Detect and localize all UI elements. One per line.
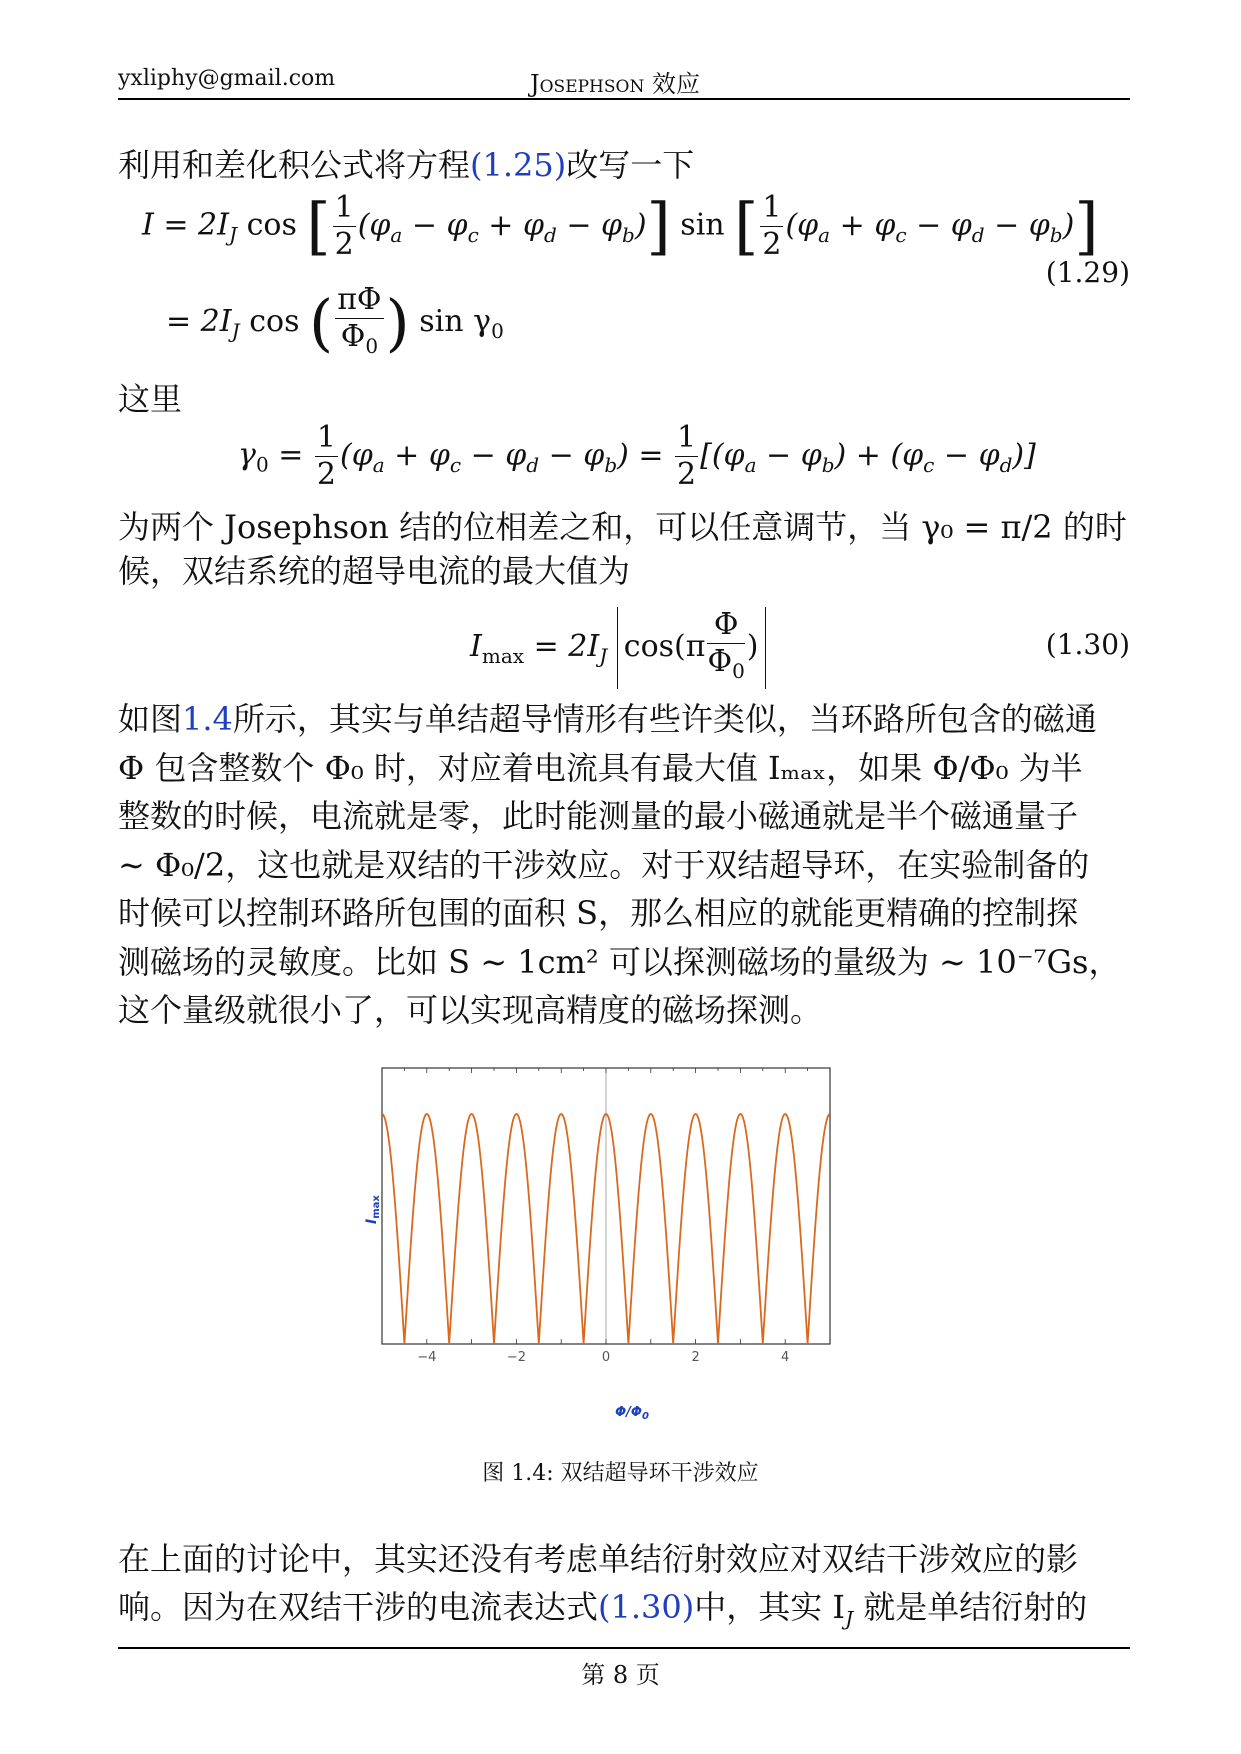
equation-1-29-line-2: = $2I_J$ cos ( $\frac{\pi\Phi}{\Phi_0}$ ) $\sin \gamma_0$ (166, 282, 504, 364)
figure-1-4 (330, 1060, 890, 1430)
figure-caption: 图 1.4: 双结超导环干涉效应 (482, 1461, 759, 1486)
para2-text: 这里 (118, 380, 183, 418)
eq129-cos: cos (246, 207, 297, 243)
x-tick-label: 0 (601, 1350, 611, 1365)
para4-line-5: 时候可以控制环路所包围的面积 S，那么相应的就能更精确的控制探 (118, 894, 1079, 932)
footer-rule (118, 1647, 1130, 1649)
eq-ref-1-30[interactable]: (1.30) (598, 1588, 695, 1626)
header-title (530, 64, 700, 99)
y-axis-label (364, 1195, 382, 1224)
x-tick-label: −4 (417, 1350, 437, 1365)
x-tick-label: −2 (506, 1350, 526, 1365)
paragraph-2 (118, 377, 1130, 421)
x-tick-label: 4 (781, 1350, 790, 1365)
eq129-sin: sin (680, 207, 725, 243)
eq129-lhs: I = 2I (142, 207, 229, 243)
para5-line-1: 在上面的讨论中，其实还没有考虑单结衍射效应对双结干涉效应的影 (118, 1540, 1079, 1578)
eq-number-1-30: (1.30) (1045, 628, 1130, 661)
eq130-abs: cos(π $\frac{\Phi}{\Phi_0}$ ) (617, 607, 766, 689)
para1-text: 利用和差化积公式将方程 (118, 146, 471, 184)
fig-ref-1-4[interactable]: 1.4 (182, 700, 233, 738)
page-header (118, 64, 1130, 100)
eq-ref-1-25[interactable]: (1.25) (470, 146, 567, 184)
eq129-half-1: $\frac{1}{2}$ (334, 190, 354, 262)
para4-line-3: 整数的时候，电流就是零，此时能测量的最小磁通就是半个磁通量子 (118, 797, 1079, 835)
eq-number-1-29: (1.29) (1045, 256, 1130, 289)
para3-line-2: 候，双结系统的超导电流的最大值为 (118, 552, 631, 590)
header-rule (118, 98, 1130, 100)
page-number: 第 8 页 (581, 1661, 660, 1689)
para4-line-2: Φ 包含整数个 Φ₀ 时，对应着电流具有最大值 Iₘₐₓ，如果 Φ/Φ₀ 为半 (118, 748, 1083, 787)
x-tick-label: 2 (691, 1350, 700, 1365)
para3-line-1: 为两个 Josephson 结的位相差之和，可以任意调节，当 γ₀ = π/2 的时 (118, 508, 1127, 546)
paragraph-1 (118, 143, 1130, 187)
x-axis-label (615, 1405, 649, 1422)
para1-tail: 改写一下 (566, 146, 695, 184)
paragraph-5 (118, 1535, 1130, 1642)
equation-1-30: $I_{max} = 2I_J$ cos(π $\frac{\Phi}{\Phi_0}$ ) (470, 607, 766, 689)
eq129-half-2: $\frac{1}{2}$ (762, 190, 782, 262)
equation-1-29-line-1: $I = 2I_J$ cos [ $\frac{1}{2}$ $(\varphi_a - \varphi_c + \varphi_d - \varphi_b)$] sin [ $\frac{1}{2}$ $(\varphi_a + \varphi_c - \varphi_d - \varphi_b)$] (142, 189, 1099, 263)
para4-line-7: 这个量级就很小了，可以实现高精度的磁场探测。 (118, 991, 823, 1029)
para4-line-6: 测磁场的灵敏度。比如 S ∼ 1cm² 可以探测磁场的量级为 ∼ 10⁻⁷Gs， (118, 942, 1121, 981)
header-email: yxliphy@gmail.com (118, 66, 336, 91)
equation-gamma0: $\gamma_0$ = $\frac{1}{2}$ $(\varphi_a + \varphi_c - \varphi_d - \varphi_b)$ = $\frac{1}{2}$ $[(\varphi_a - \varphi_b) + (\varphi_c - \varphi_d)]$ (238, 420, 1036, 492)
para4-line-4: ∼ Φ₀/2，这也就是双结的干涉效应。对于双结超导环，在实验制备的 (118, 845, 1090, 884)
paragraph-3 (118, 505, 1130, 593)
plot-area (382, 1068, 830, 1365)
header-title-latin: Josephson (530, 70, 645, 98)
paragraph-4 (118, 695, 1130, 1035)
eq129-pi-phi-frac: $\frac{\pi\Phi}{\Phi_0}$ (337, 282, 382, 358)
x-axis-label-text: $\Phi/\Phi_0$ (615, 1405, 649, 1422)
y-axis-label-text: $I_{max}$ (364, 1195, 382, 1224)
eq129-gamma: sin γ (419, 304, 492, 339)
eq129-line2-prefix: = 2I (166, 304, 232, 339)
para4-line-1: 如图1.4所示，其实与单结超导情形有些许类似，当环路所包含的磁通 (118, 700, 1097, 738)
para5-line-2: 响。因为在双结干涉的电流表达式(1.30)中，其实 $I_J$ 就是单结衍射的 (118, 1588, 1088, 1631)
header-title-cjk: 效应 (651, 70, 700, 98)
